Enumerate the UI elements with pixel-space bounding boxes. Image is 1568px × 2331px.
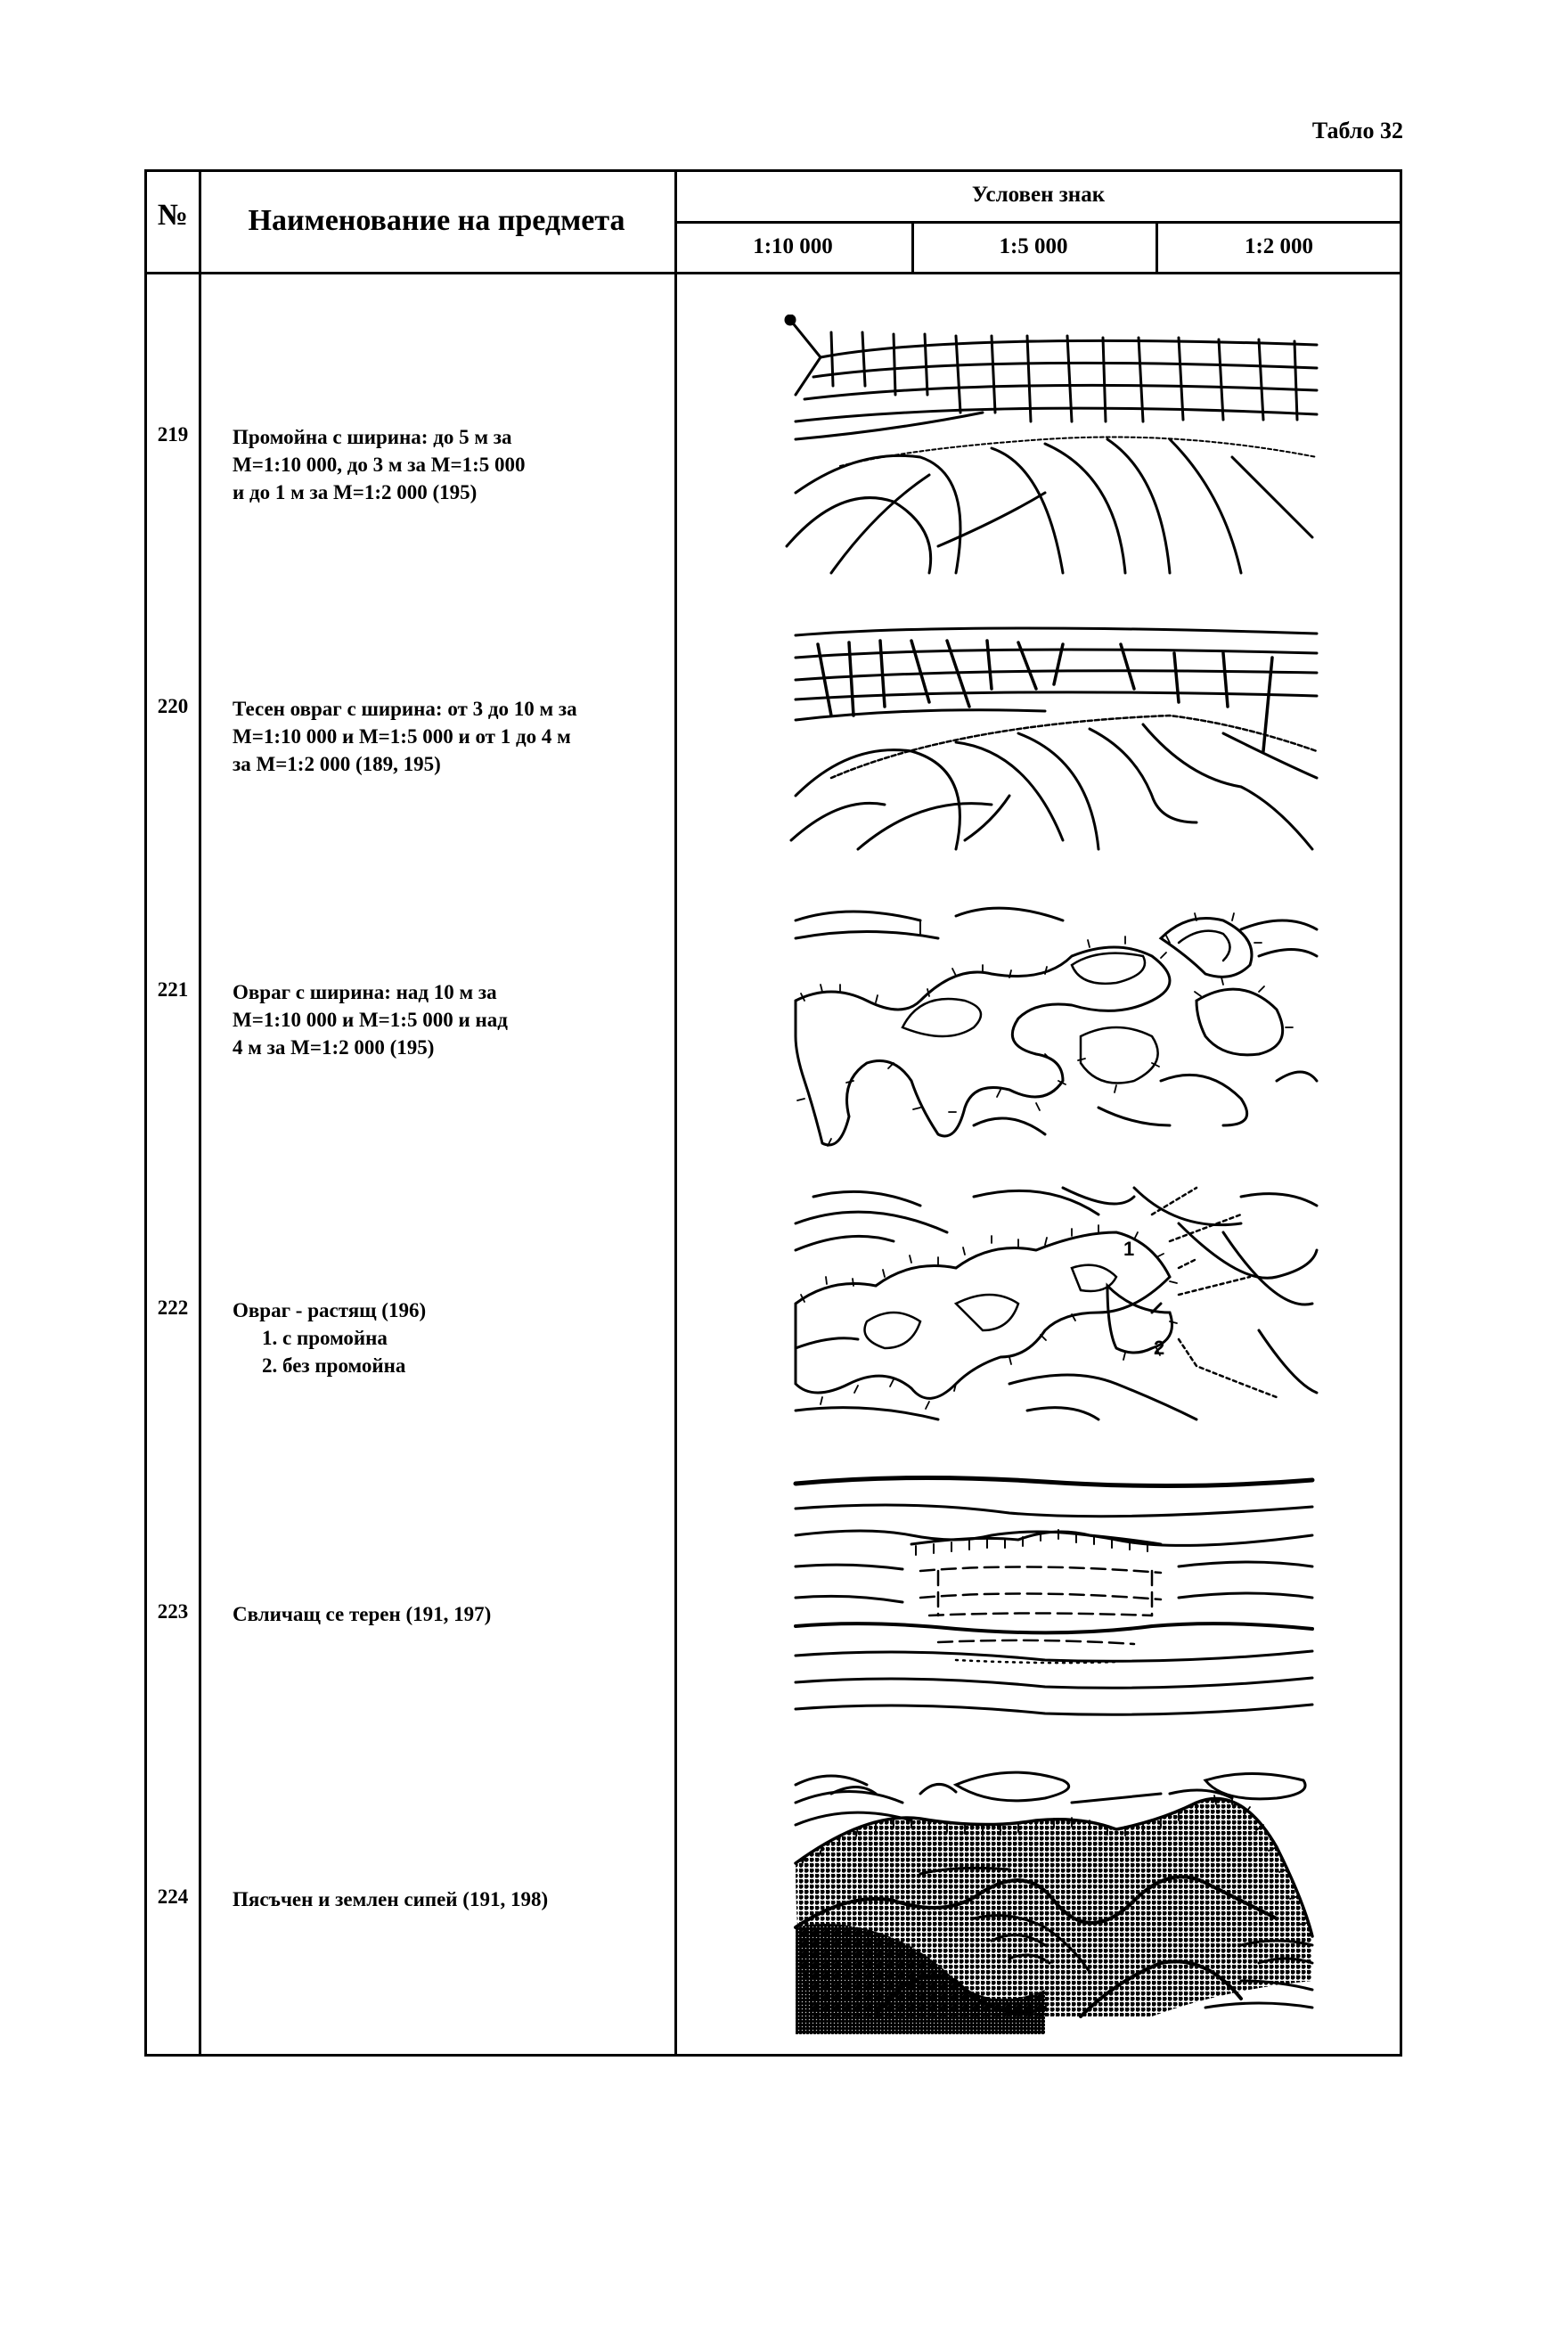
label-without-rill: 2 bbox=[1154, 1337, 1165, 1359]
table-label: Табло 32 bbox=[1311, 118, 1403, 143]
header-name: Наименование на предмета bbox=[248, 204, 625, 237]
symbols-table bbox=[144, 169, 1402, 2057]
header-scale-10000: 1:10 000 bbox=[753, 234, 833, 258]
header-symbol: Условен знак bbox=[971, 183, 1106, 207]
row-name: Тесен овраг с ширина: от 3 до 10 м за М=1:10 000 и М=1:5 000 и от 1 до 4 м за М=1:2 000 (189, 195) bbox=[233, 698, 577, 775]
row-number: 221 bbox=[157, 978, 189, 1001]
header-scale-5000: 1:5 000 bbox=[999, 234, 1068, 258]
header-scale-2000: 1:2 000 bbox=[1244, 234, 1314, 258]
row-name: Свличащ се терен (191, 197) bbox=[233, 1603, 492, 1625]
row-number: 224 bbox=[157, 1885, 189, 1908]
growing-ravine-symbol bbox=[778, 1179, 1321, 1424]
row-number: 222 bbox=[157, 1296, 189, 1319]
landslide-terrain-symbol bbox=[778, 1473, 1321, 1727]
sand-earth-scree-symbol bbox=[778, 1767, 1321, 2034]
row-name: Промойна с ширина: до 5 м за М=1:10 000, до 3 м за М=1:5 000 и до 1 м за М=1:2 000 (195) bbox=[233, 426, 526, 503]
row-name: Пясъчен и землен сипей (191, 198) bbox=[233, 1888, 549, 1910]
header-number: № bbox=[157, 199, 189, 232]
row-number: 223 bbox=[157, 1600, 189, 1623]
header-divider bbox=[674, 221, 1400, 224]
row-number: 219 bbox=[157, 423, 189, 446]
row-number: 220 bbox=[157, 695, 189, 717]
narrow-ravine-symbol bbox=[778, 618, 1321, 858]
row-name: Овраг - растящ (196) 1. с промойна 2. без промойна bbox=[233, 1299, 427, 1377]
label-with-rill: 1 bbox=[1123, 1238, 1135, 1260]
ravine-symbol bbox=[778, 903, 1321, 1152]
gully-rill-symbol bbox=[778, 315, 1321, 575]
column-divider bbox=[199, 172, 201, 2054]
row-name: Овраг с ширина: над 10 м за М=1:10 000 и М=1:5 000 и над 4 м за М=1:2 000 (195) bbox=[233, 981, 508, 1059]
header-bottom-line bbox=[147, 272, 1400, 274]
